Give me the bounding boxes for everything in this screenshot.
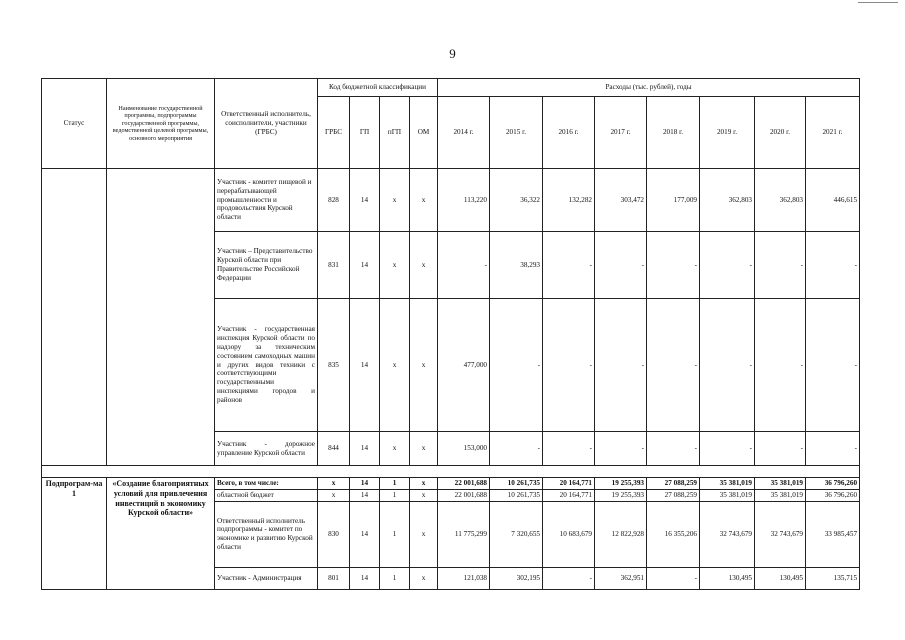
value-cell: - <box>647 567 700 589</box>
code-cell: 14 <box>350 232 380 299</box>
executor-cell: Участник - комитет пищевой и перерабатывающей промышленности и продовольствия Курской области <box>215 169 318 232</box>
header-budget-code: Код бюджетной классификации <box>318 79 438 97</box>
value-cell: 12 822,928 <box>595 501 647 567</box>
code-cell: х <box>410 232 438 299</box>
code-cell: 14 <box>350 478 380 490</box>
value-cell: 16 355,206 <box>647 501 700 567</box>
value-cell: 362,803 <box>700 169 755 232</box>
code-cell: 1 <box>380 501 410 567</box>
value-cell: 132,282 <box>543 169 595 232</box>
value-cell: 27 088,259 <box>647 489 700 501</box>
code-cell: 1 <box>380 489 410 501</box>
value-cell: - <box>595 299 647 432</box>
value-cell: - <box>755 432 806 466</box>
code-cell: 1 <box>380 478 410 490</box>
value-cell: 477,000 <box>438 299 490 432</box>
value-cell: - <box>490 432 543 466</box>
code-cell: х <box>410 489 438 501</box>
header-executor: Ответственный исполнитель, соисполнители, участники (ГРБС) <box>215 79 318 169</box>
code-cell: 14 <box>350 299 380 432</box>
header-year: 2017 г. <box>595 97 647 169</box>
code-cell: х <box>318 489 350 501</box>
header-year: 2015 г. <box>490 97 543 169</box>
code-cell: х <box>380 432 410 466</box>
value-cell: - <box>806 299 860 432</box>
value-cell: 303,472 <box>595 169 647 232</box>
value-cell: 135,715 <box>806 567 860 589</box>
table-row <box>42 169 860 232</box>
top-rule <box>858 2 898 3</box>
executor-cell: областной бюджет <box>215 489 318 501</box>
value-cell: - <box>806 232 860 299</box>
header-year: 2021 г. <box>806 97 860 169</box>
value-cell: 27 088,259 <box>647 478 700 490</box>
header-year: 2014 г. <box>438 97 490 169</box>
value-cell: 362,803 <box>755 169 806 232</box>
value-cell: 19 255,393 <box>595 489 647 501</box>
value-cell: - <box>806 432 860 466</box>
value-cell: 35 381,019 <box>755 489 806 501</box>
table-row <box>42 478 860 490</box>
value-cell: - <box>490 299 543 432</box>
code-cell: х <box>380 169 410 232</box>
value-cell: - <box>595 432 647 466</box>
code-cell: 835 <box>318 299 350 432</box>
header-program-name: Наименование государственной программы, подпрограммы государственной программы, ведомственной целевой программы, основного мероприятия <box>107 79 215 169</box>
code-cell: х <box>410 432 438 466</box>
value-cell: 177,009 <box>647 169 700 232</box>
value-cell: 121,038 <box>438 567 490 589</box>
value-cell: 35 381,019 <box>700 478 755 490</box>
header-year: 2018 г. <box>647 97 700 169</box>
value-cell: - <box>647 299 700 432</box>
value-cell: 20 164,771 <box>543 489 595 501</box>
value-cell: 32 743,679 <box>755 501 806 567</box>
program-name-cell: «Создание благоприятных условий для привлечения инвестиций в экономику Курской области» <box>107 478 215 590</box>
value-cell: 36,322 <box>490 169 543 232</box>
code-cell: 14 <box>350 169 380 232</box>
header-code-om: ОМ <box>410 97 438 169</box>
code-cell: 14 <box>350 501 380 567</box>
value-cell: 130,495 <box>755 567 806 589</box>
header-status: Статус <box>42 79 107 169</box>
code-cell: х <box>410 169 438 232</box>
value-cell: - <box>700 432 755 466</box>
status-cell-empty <box>42 169 107 466</box>
value-cell: - <box>700 232 755 299</box>
code-cell: х <box>380 232 410 299</box>
code-cell: х <box>410 299 438 432</box>
header-year: 2016 г. <box>543 97 595 169</box>
value-cell: 10 261,735 <box>490 489 543 501</box>
value-cell: 19 255,393 <box>595 478 647 490</box>
section-gap <box>42 466 860 478</box>
value-cell: 22 001,688 <box>438 489 490 501</box>
executor-cell: Участник - Администрация <box>215 567 318 589</box>
value-cell: - <box>595 232 647 299</box>
executor-cell: Участник - государственная инспекция Курской области по надзору за техническим состоянием самоходных машин и других видов техники с соответствующими государственными инспекциями городов и районов <box>215 299 318 432</box>
header-code-pgp: пГП <box>380 97 410 169</box>
code-cell: х <box>318 478 350 490</box>
value-cell: 33 985,457 <box>806 501 860 567</box>
value-cell: - <box>700 299 755 432</box>
value-cell: 36 796,260 <box>806 489 860 501</box>
value-cell: 22 001,688 <box>438 478 490 490</box>
status-cell: Подпрограм-ма 1 <box>42 478 107 590</box>
value-cell: - <box>543 232 595 299</box>
value-cell: - <box>755 232 806 299</box>
header-year: 2020 г. <box>755 97 806 169</box>
executor-cell: Участник – Представительство Курской области при Правительстве Российской Федерации <box>215 232 318 299</box>
code-cell: х <box>410 501 438 567</box>
value-cell: - <box>543 567 595 589</box>
code-cell: 14 <box>350 489 380 501</box>
code-cell: 844 <box>318 432 350 466</box>
value-cell: - <box>543 299 595 432</box>
value-cell: - <box>438 232 490 299</box>
value-cell: 35 381,019 <box>755 478 806 490</box>
code-cell: х <box>410 567 438 589</box>
code-cell: х <box>380 299 410 432</box>
code-cell: 830 <box>318 501 350 567</box>
value-cell: 7 320,655 <box>490 501 543 567</box>
value-cell: 32 743,679 <box>700 501 755 567</box>
header-code-gp: ГП <box>350 97 380 169</box>
value-cell: 362,951 <box>595 567 647 589</box>
header-code-grbs: ГРБС <box>318 97 350 169</box>
value-cell: 113,220 <box>438 169 490 232</box>
code-cell: 801 <box>318 567 350 589</box>
value-cell: 10 683,679 <box>543 501 595 567</box>
value-cell: 35 381,019 <box>700 489 755 501</box>
header-year: 2019 г. <box>700 97 755 169</box>
header-expenses: Расходы (тыс. рублей), годы <box>438 79 860 97</box>
value-cell: 36 796,260 <box>806 478 860 490</box>
value-cell: - <box>755 299 806 432</box>
value-cell: 11 775,299 <box>438 501 490 567</box>
executor-cell: Участник - дорожное управление Курской области <box>215 432 318 466</box>
page-number: 9 <box>449 46 456 61</box>
code-cell: х <box>410 478 438 490</box>
executor-cell: Ответственный исполнитель подпрограммы - комитет по экономике и развитию Курской области <box>215 501 318 567</box>
code-cell: 14 <box>350 432 380 466</box>
value-cell: - <box>647 432 700 466</box>
value-cell: 20 164,771 <box>543 478 595 490</box>
code-cell: 828 <box>318 169 350 232</box>
code-cell: 1 <box>380 567 410 589</box>
value-cell: 302,195 <box>490 567 543 589</box>
code-cell: 831 <box>318 232 350 299</box>
value-cell: 10 261,735 <box>490 478 543 490</box>
value-cell: 38,293 <box>490 232 543 299</box>
value-cell: - <box>647 232 700 299</box>
executor-cell: Всего, в том числе: <box>215 478 318 490</box>
value-cell: - <box>543 432 595 466</box>
value-cell: 130,495 <box>700 567 755 589</box>
program-name-cell-empty <box>107 169 215 466</box>
value-cell: 153,000 <box>438 432 490 466</box>
budget-table <box>41 78 860 590</box>
value-cell: 446,615 <box>806 169 860 232</box>
code-cell: 14 <box>350 567 380 589</box>
